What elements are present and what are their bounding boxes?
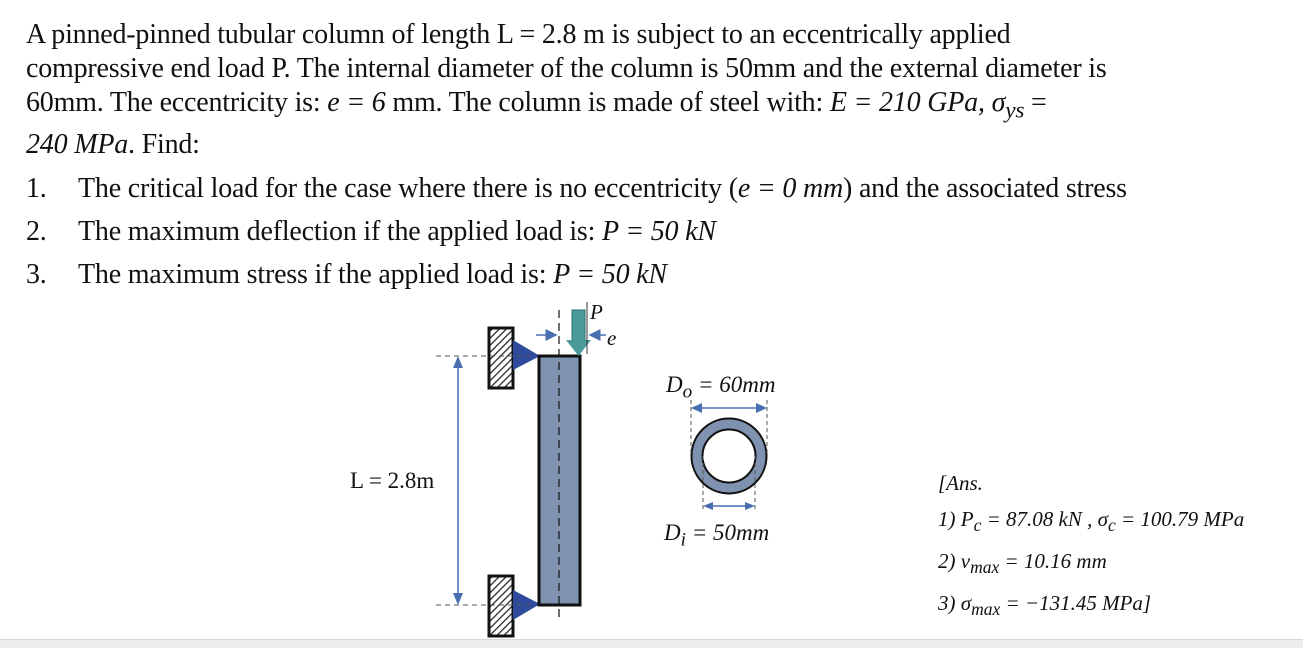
load-label: P: [590, 300, 603, 324]
answers-block: [938, 465, 1244, 628]
answer-1: 1) $P_c = 87.08$ kN , $\sigma_c = 100.79$ MPa: [938, 507, 1245, 536]
problem-line-1: A pinned-pinned tubular column of length L = 2.8 m is subject to an eccentrically applied: [26, 19, 1011, 50]
di-arrow-right: [745, 502, 755, 510]
load-arrow-shaft: [572, 310, 585, 342]
answer-2: 2) $v_{max} = 10.16$ mm: [938, 549, 1107, 578]
di-symbol: D: [664, 520, 681, 545]
task-number: 2.: [26, 216, 47, 248]
inner-diameter-label: [664, 520, 769, 552]
task-item: [26, 168, 1288, 211]
do-symbol: D: [666, 372, 683, 397]
do-subscript: o: [682, 381, 693, 403]
task-text-end: ) and the associated stress: [843, 173, 1127, 205]
do-value: = 60mm: [692, 372, 776, 397]
find-text: . Find:: [128, 128, 200, 160]
bottom-support-wall: [489, 576, 513, 636]
answers-header: [Ans.: [938, 471, 983, 495]
do-arrow-right: [756, 403, 767, 413]
problem-line-3e: =: [1024, 87, 1047, 118]
eccentricity-label: e: [607, 326, 617, 350]
task-text: The maximum deflection if the applied load is:: [78, 216, 603, 248]
di-value: = 50mm: [685, 520, 770, 545]
task-math: P = 50 kN: [553, 259, 667, 291]
task-number: 3.: [26, 259, 47, 291]
task-text: The critical load for the case where there is no eccentricity (: [78, 173, 738, 205]
di-arrow-left: [703, 502, 713, 510]
di-subscript: i: [680, 529, 686, 551]
answer-3: 3) $\sigma_{max} = -131.45$ MPa]: [938, 591, 1152, 620]
length-arrow-top: [453, 356, 463, 368]
problem-line-3: [26, 86, 1288, 128]
outer-diameter-label: [666, 372, 775, 404]
top-support-wall: [489, 328, 513, 388]
problem-line-3a: 60mm. The eccentricity is:: [26, 87, 328, 118]
problem-line-4: [26, 128, 1288, 162]
task-math: P = 50 kN: [602, 216, 716, 248]
problem-line-3c: mm. The column is made of steel with:: [385, 87, 830, 118]
task-number: 1.: [26, 173, 47, 205]
task-math: e = 0 mm: [737, 173, 844, 205]
bottom-scroll-edge: [0, 639, 1303, 648]
length-arrow-bottom: [453, 593, 463, 605]
eccentricity-value: e = 6: [327, 87, 386, 118]
cross-section-ring: [697, 424, 761, 488]
length-label: L = 2.8m: [350, 468, 435, 493]
task-list: [26, 168, 1288, 297]
do-arrow-left: [691, 403, 702, 413]
top-pin-support: [513, 340, 540, 370]
yield-value: 240 MPa: [26, 128, 129, 160]
problem-statement: [26, 18, 1288, 297]
yield-subscript: ys: [1005, 97, 1025, 124]
task-item: [26, 211, 1288, 254]
modulus-value: E = 210 GPa, σ: [829, 87, 1006, 118]
problem-line-2: compressive end load P. The internal diameter of the column is 50mm and the external diameter is: [26, 53, 1107, 84]
task-text: The maximum stress if the applied load is:: [78, 259, 554, 291]
